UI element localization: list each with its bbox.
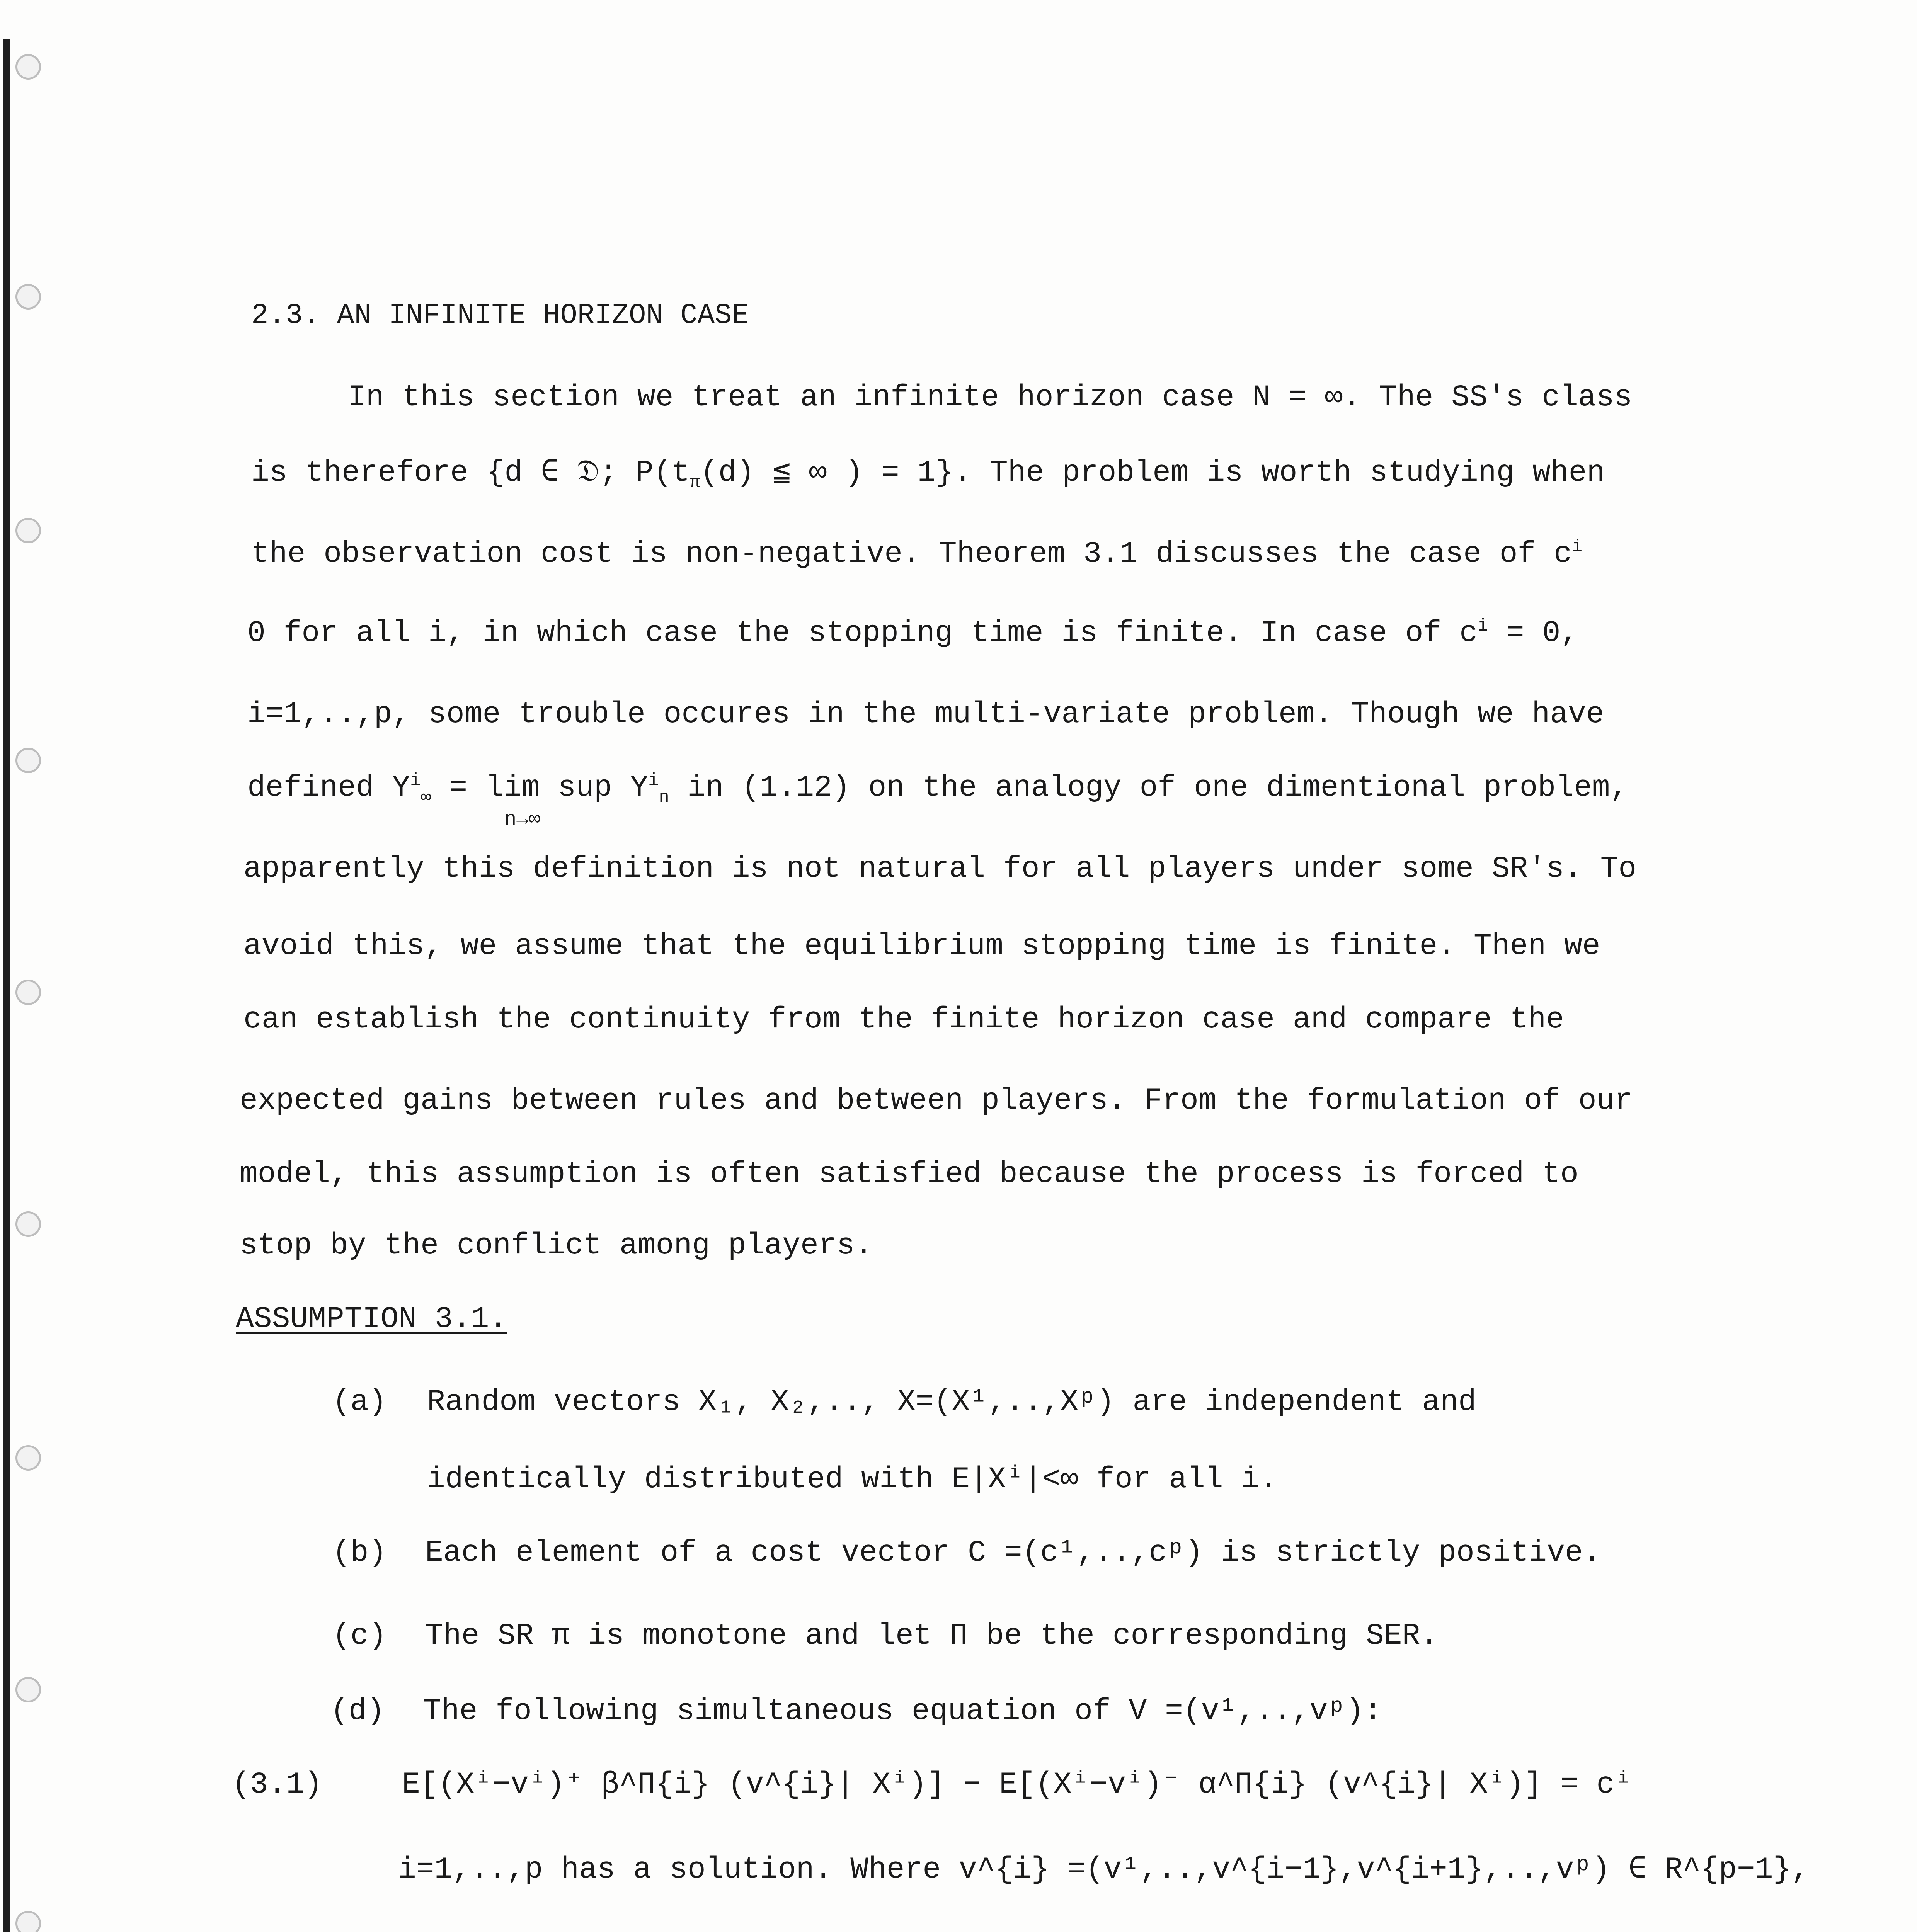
paragraph-line: avoid this, we assume that the equilibrium stopping time is finite. Then we — [243, 929, 1600, 963]
equation-formula: E[(Xⁱ−vⁱ)⁺ β^Π{i} (v^{i}| Xⁱ)] − E[(Xⁱ−vⁱ)⁻ α^Π{i} (v^{i}| Xⁱ)] = cⁱ — [402, 1768, 1633, 1802]
punch-hole — [15, 1445, 41, 1471]
punch-hole — [15, 1677, 41, 1702]
assumption-item-text: The following simultaneous equation of V =(v¹,..,vᵖ): — [423, 1694, 1382, 1728]
paragraph-line: apparently this definition is not natural for all players under some SR's. To — [243, 852, 1637, 886]
paragraph-line: can establish the continuity from the finite horizon case and compare the — [243, 1003, 1564, 1037]
paragraph-line: is therefore {d ∈ 𝔇; $P(t_\pi(d)$ ≦ ∞ ) = 1}. The problem is worth studying when — [251, 456, 1605, 493]
assumption-item-text: Each element of a cost vector C =(c¹,..,cᵖ) is strictly positive. — [425, 1536, 1601, 1570]
assumption-item-text: Random vectors X₁, X₂,.., X=(X¹,..,Xᵖ) are independent and — [427, 1385, 1476, 1419]
punch-hole — [15, 54, 41, 80]
punch-hole — [15, 518, 41, 543]
paragraph-line: stop by the conflict among players. — [240, 1229, 873, 1263]
item-label: (d) — [330, 1694, 385, 1728]
section-heading: 2.3. AN INFINITE HORIZON CASE — [251, 299, 749, 332]
punch-hole — [15, 1911, 41, 1932]
item-label: (c) — [332, 1619, 387, 1653]
paragraph-line: the observation cost is non-negative. Theorem 3.1 discusses the case of $c^i$ — [251, 537, 1583, 571]
assumption-title: ASSUMPTION 3.1. — [236, 1302, 507, 1336]
item-label: (b) — [332, 1536, 387, 1570]
paragraph-line: In this section we treat an infinite horizon case N = ∞. The SS's class — [348, 381, 1633, 415]
punch-hole — [15, 1211, 41, 1237]
paragraph-line: i=1,..,p, some trouble occures in the multi-variate problem. Though we have — [247, 697, 1604, 731]
paragraph-line: expected gains between rules and between players. From the formulation of our — [240, 1084, 1633, 1118]
paragraph-line: defined $Y^i_\infty = \lim$ sup $Y^i_n$ in (1.12) on the analogy of one dimentional problem, — [247, 770, 1628, 808]
paragraph-line: 0 for all i, in which case the stopping time is finite. In case of $c^i = 0$, — [247, 616, 1579, 650]
item-label: (a) — [332, 1385, 387, 1419]
punch-hole — [15, 748, 41, 773]
equation-label: (3.1) — [232, 1768, 323, 1802]
paragraph-line: model, this assumption is often satisfied because the process is forced to — [240, 1157, 1578, 1191]
binding-edge — [3, 39, 10, 1932]
punch-hole — [15, 284, 41, 310]
equation-text: i=1,..,p has a solution. Where v^{i} =(v¹,..,v^{i−1},v^{i+1},..,vᵖ) ∈ R^{p−1}, — [398, 1853, 1810, 1887]
punch-hole — [15, 980, 41, 1005]
assumption-item-text: The SR π is monotone and let Π be the corresponding SER. — [425, 1619, 1439, 1653]
limit-subscript: n→∞ — [504, 808, 541, 831]
assumption-item-text: identically distributed with E|Xⁱ|<∞ for all i. — [427, 1463, 1278, 1497]
